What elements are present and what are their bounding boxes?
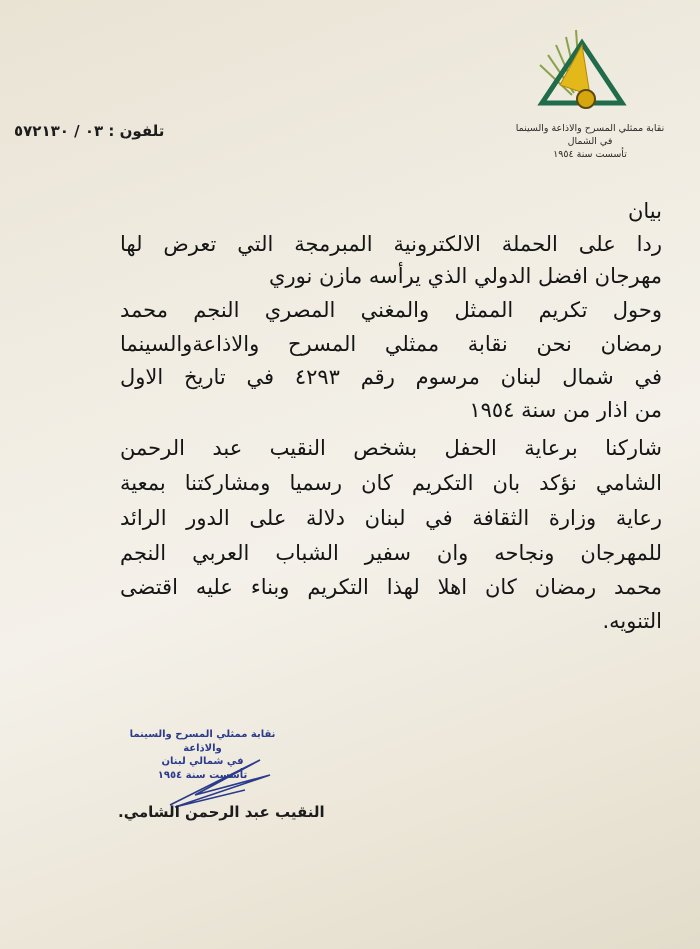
statement-line: للمهرجان ونجاحه وان سفير الشباب العربي النجم [120, 541, 662, 565]
statement-line: مهرجان افضل الدولي الذي يرأسه مازن نوري [269, 264, 662, 288]
stamp-line: نقابة ممثلي المسرح والسينما والاذاعة [129, 729, 276, 754]
statement-line: ردا على الحملة الالكترونية المبرمجة التي تعرض لها [120, 232, 662, 256]
statement-line: الشامي نؤكد بان التكريم كان رسميا ومشاركتنا بمعية [120, 471, 662, 495]
statement-line: وحول تكريم الممثل والمغني المصري النجم محمد [120, 298, 662, 322]
org-line: تأسست سنة ١٩٥٤ [553, 149, 627, 160]
phone-number: تلفون : ٠٣ / ٥٧٢١٣٠ [14, 122, 165, 140]
statement-line: شاركنا برعاية الحفل بشخص النقيب عبد الرحمن [120, 436, 662, 460]
statement-title: بيان [627, 199, 662, 223]
org-line: في الشمال [567, 136, 613, 147]
handwritten-signature [165, 755, 275, 810]
statement-line: رمضان نحن نقابة ممثلي المسرح والاذاعةوالسينما [120, 332, 662, 356]
union-logo [520, 25, 630, 115]
statement-line: في شمال لبنان مرسوم رقم ٤٢٩٣ في تاريخ الاول [120, 365, 662, 389]
stamp-line: تأسست سنة ١٩٥٤ [157, 769, 248, 781]
statement-line: التنويه. [602, 609, 662, 633]
statement-line: محمد رمضان كان اهلا لهذا التكريم وبناء عليه اقتضى [120, 575, 662, 599]
statement-line: من اذار من سنة ١٩٥٤ [469, 398, 662, 422]
statement-line: رعاية وزارة الثقافة في لبنان دلالة على الدور الرائد [120, 506, 662, 530]
signer-name: النقيب عبد الرحمن الشامي. [118, 803, 325, 821]
stamp-line: في شمالي لبنان [161, 756, 244, 767]
letterhead-org-name [500, 122, 680, 161]
org-line: نقابة ممثلي المسرح والاذاعة والسينما [515, 123, 665, 134]
